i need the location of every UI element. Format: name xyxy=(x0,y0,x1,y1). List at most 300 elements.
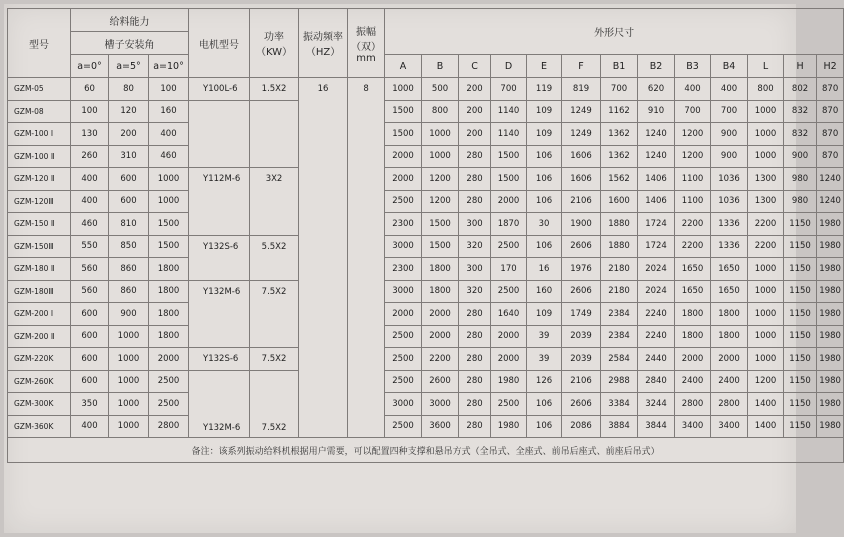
cap-cell: 400 xyxy=(71,415,109,438)
dim-cell: 1336 xyxy=(711,213,748,236)
dim-cell: 870 xyxy=(817,78,844,101)
dim-cell: 119 xyxy=(527,78,562,101)
dim-cell: 1800 xyxy=(711,303,748,326)
dim-cell: 200 xyxy=(459,78,491,101)
dim-cell: 1650 xyxy=(711,280,748,303)
header-trough-angle: 槽子安装角 xyxy=(71,32,189,55)
cap-cell: 600 xyxy=(71,303,109,326)
dim-cell: 1400 xyxy=(748,393,784,416)
dim-cell: 1150 xyxy=(784,303,817,326)
dim-col-header: B2 xyxy=(638,55,675,78)
model-cell: GZM-05 xyxy=(8,78,71,101)
dim-cell: 1150 xyxy=(784,370,817,393)
cap-cell: 100 xyxy=(71,100,109,123)
dim-cell: 1400 xyxy=(748,415,784,438)
dim-cell: 1000 xyxy=(422,145,459,168)
model-cell: GZM-150 Ⅱ xyxy=(8,213,71,236)
dim-cell: 3244 xyxy=(638,393,675,416)
dim-cell: 1500 xyxy=(422,213,459,236)
dim-cell: 2039 xyxy=(562,348,601,371)
dim-cell: 800 xyxy=(422,100,459,123)
header-dimensions: 外形尺寸 xyxy=(385,9,844,55)
dim-cell: 2500 xyxy=(385,415,422,438)
table-row xyxy=(8,168,844,191)
dim-cell: 1606 xyxy=(562,145,601,168)
dim-cell: 2000 xyxy=(675,348,711,371)
dim-cell: 1000 xyxy=(748,280,784,303)
cap-cell: 400 xyxy=(71,168,109,191)
dim-cell: 832 xyxy=(784,100,817,123)
dim-cell: 2180 xyxy=(601,258,638,281)
dim-cell: 2606 xyxy=(562,280,601,303)
power-cell: 3X2 xyxy=(250,168,299,236)
cap-cell: 120 xyxy=(109,100,149,123)
dim-cell: 280 xyxy=(459,145,491,168)
dim-cell: 2000 xyxy=(385,168,422,191)
dim-cell: 280 xyxy=(459,190,491,213)
dim-cell: 1980 xyxy=(491,370,527,393)
dim-cell: 2440 xyxy=(638,348,675,371)
dim-cell: 870 xyxy=(817,100,844,123)
dim-cell: 1140 xyxy=(491,123,527,146)
dim-cell: 170 xyxy=(491,258,527,281)
header-feed-capacity: 给料能力 xyxy=(71,9,189,32)
motor-cell xyxy=(189,100,250,168)
cap-cell: 1000 xyxy=(109,325,149,348)
cap-cell: 1000 xyxy=(109,348,149,371)
dim-cell: 109 xyxy=(527,100,562,123)
dim-cell: 1150 xyxy=(784,393,817,416)
dim-cell: 1980 xyxy=(817,303,844,326)
dim-cell: 2000 xyxy=(491,325,527,348)
dim-cell: 2000 xyxy=(491,190,527,213)
dim-cell: 1200 xyxy=(748,370,784,393)
dim-col-header: L xyxy=(748,55,784,78)
power-cell: 7.5X2 xyxy=(250,348,299,371)
cap-cell: 1500 xyxy=(149,213,189,236)
dim-cell: 1000 xyxy=(748,303,784,326)
cap-cell: 1000 xyxy=(109,415,149,438)
cap-cell: 600 xyxy=(109,168,149,191)
dim-cell: 320 xyxy=(459,280,491,303)
model-cell: GZM-180 Ⅱ xyxy=(8,258,71,281)
dim-cell: 1724 xyxy=(638,213,675,236)
dim-cell: 280 xyxy=(459,370,491,393)
dim-cell: 2240 xyxy=(638,303,675,326)
dim-cell: 700 xyxy=(491,78,527,101)
dim-cell: 1650 xyxy=(711,258,748,281)
table-row xyxy=(8,235,844,258)
dim-cell: 3400 xyxy=(711,415,748,438)
dim-cell: 1406 xyxy=(638,168,675,191)
dim-cell: 1980 xyxy=(817,280,844,303)
dim-cell: 1800 xyxy=(422,280,459,303)
table-row xyxy=(8,348,844,371)
dim-cell: 2200 xyxy=(675,213,711,236)
model-cell: GZM-180Ⅲ xyxy=(8,280,71,303)
cap-cell: 2800 xyxy=(149,415,189,438)
dim-cell: 3000 xyxy=(385,393,422,416)
model-cell: GZM-120 Ⅱ xyxy=(8,168,71,191)
dim-cell: 1980 xyxy=(817,258,844,281)
dim-cell: 106 xyxy=(527,393,562,416)
table-row xyxy=(8,78,844,101)
dim-cell: 1562 xyxy=(601,168,638,191)
dim-cell: 2106 xyxy=(562,190,601,213)
dim-cell: 1000 xyxy=(748,325,784,348)
dim-cell: 1200 xyxy=(422,168,459,191)
dim-cell: 280 xyxy=(459,393,491,416)
cap-cell: 310 xyxy=(109,145,149,168)
header-motor-model: 电机型号 xyxy=(189,9,250,78)
dim-cell: 280 xyxy=(459,348,491,371)
dim-cell: 1500 xyxy=(491,145,527,168)
table-row xyxy=(8,370,844,393)
cap-cell: 1000 xyxy=(109,393,149,416)
dim-cell: 300 xyxy=(459,213,491,236)
dim-cell: 1249 xyxy=(562,100,601,123)
dim-cell: 3844 xyxy=(638,415,675,438)
dim-cell: 1980 xyxy=(817,348,844,371)
dim-cell: 2600 xyxy=(422,370,459,393)
dim-cell: 2500 xyxy=(491,280,527,303)
table-row xyxy=(8,190,844,213)
dim-cell: 2840 xyxy=(638,370,675,393)
dim-cell: 2500 xyxy=(385,190,422,213)
motor-cell: Y100L-6 xyxy=(189,78,250,101)
model-cell: GZM-100 Ⅱ xyxy=(8,145,71,168)
dim-col-header: C xyxy=(459,55,491,78)
dim-cell: 280 xyxy=(459,303,491,326)
dim-cell: 3000 xyxy=(385,280,422,303)
dim-cell: 280 xyxy=(459,168,491,191)
header-amplitude: 振幅（双）mm xyxy=(348,9,385,78)
dim-cell: 1140 xyxy=(491,100,527,123)
dim-cell: 106 xyxy=(527,415,562,438)
dim-cell: 2384 xyxy=(601,303,638,326)
dim-cell: 2000 xyxy=(422,303,459,326)
dim-cell: 1150 xyxy=(784,235,817,258)
dim-cell: 1500 xyxy=(422,235,459,258)
cap-cell: 100 xyxy=(149,78,189,101)
dim-cell: 1100 xyxy=(675,168,711,191)
dim-cell: 126 xyxy=(527,370,562,393)
dim-cell: 900 xyxy=(711,145,748,168)
dim-cell: 2606 xyxy=(562,235,601,258)
dim-cell: 2200 xyxy=(748,213,784,236)
dim-cell: 1240 xyxy=(638,123,675,146)
dim-cell: 2000 xyxy=(491,348,527,371)
dim-cell: 1150 xyxy=(784,213,817,236)
dim-cell: 2800 xyxy=(711,393,748,416)
dim-cell: 1150 xyxy=(784,280,817,303)
table-row xyxy=(8,325,844,348)
dim-cell: 1900 xyxy=(562,213,601,236)
dim-cell: 2000 xyxy=(422,325,459,348)
dim-cell: 106 xyxy=(527,145,562,168)
dim-cell: 1000 xyxy=(748,258,784,281)
footnote: 备注：该系列振动给料机根据用户需要，可以配置四种支撑和悬吊方式（全吊式、全座式、前吊后座式、前座后吊式） xyxy=(8,438,844,463)
model-cell: GZM-200 Ⅱ xyxy=(8,325,71,348)
dim-cell: 1300 xyxy=(748,168,784,191)
model-cell: GZM-300K xyxy=(8,393,71,416)
dim-cell: 1100 xyxy=(675,190,711,213)
dim-cell: 870 xyxy=(817,145,844,168)
model-cell: GZM-200 Ⅰ xyxy=(8,303,71,326)
cap-cell: 1000 xyxy=(149,190,189,213)
cap-cell: 80 xyxy=(109,78,149,101)
spec-table xyxy=(7,8,844,463)
dim-cell: 1650 xyxy=(675,280,711,303)
cap-cell: 600 xyxy=(71,325,109,348)
dim-cell: 1240 xyxy=(638,145,675,168)
table-row xyxy=(8,393,844,416)
dim-cell: 320 xyxy=(459,235,491,258)
dim-cell: 900 xyxy=(784,145,817,168)
motor-cell: Y112M-6 xyxy=(189,168,250,236)
cap-cell: 1000 xyxy=(149,168,189,191)
dim-cell: 1724 xyxy=(638,235,675,258)
dim-cell: 1249 xyxy=(562,123,601,146)
power-cell: 7.5X2 xyxy=(250,370,299,438)
dim-cell: 2000 xyxy=(385,303,422,326)
dim-cell: 1150 xyxy=(784,325,817,348)
dim-cell: 3884 xyxy=(601,415,638,438)
dim-col-header: B4 xyxy=(711,55,748,78)
header-vib-freq: 振动频率（HZ） xyxy=(299,9,348,78)
dim-cell: 2800 xyxy=(675,393,711,416)
dim-cell: 1980 xyxy=(491,415,527,438)
dim-cell: 1336 xyxy=(711,235,748,258)
dim-cell: 1600 xyxy=(601,190,638,213)
dim-cell: 280 xyxy=(459,325,491,348)
dim-cell: 1606 xyxy=(562,168,601,191)
cap-cell: 60 xyxy=(71,78,109,101)
motor-cell: Y132S-6 xyxy=(189,348,250,371)
cap-cell: 400 xyxy=(71,190,109,213)
cap-cell: 200 xyxy=(109,123,149,146)
dim-cell: 900 xyxy=(711,123,748,146)
dim-col-header: B1 xyxy=(601,55,638,78)
dim-col-header: E xyxy=(527,55,562,78)
dim-cell: 1980 xyxy=(817,415,844,438)
dim-cell: 2000 xyxy=(711,348,748,371)
dim-col-header: A xyxy=(385,55,422,78)
table-row xyxy=(8,415,844,438)
dim-cell: 1000 xyxy=(748,145,784,168)
dim-cell: 400 xyxy=(711,78,748,101)
cap-cell: 460 xyxy=(149,145,189,168)
cap-cell: 260 xyxy=(71,145,109,168)
dim-cell: 1980 xyxy=(817,213,844,236)
dim-col-header: F xyxy=(562,55,601,78)
power-cell: 5.5X2 xyxy=(250,235,299,280)
model-cell: GZM-150Ⅲ xyxy=(8,235,71,258)
cap-cell: 1800 xyxy=(149,280,189,303)
model-cell: GZM-120Ⅲ xyxy=(8,190,71,213)
dim-cell: 39 xyxy=(527,325,562,348)
cap-cell: 160 xyxy=(149,100,189,123)
table-row xyxy=(8,213,844,236)
dim-cell: 2400 xyxy=(675,370,711,393)
dim-cell: 700 xyxy=(711,100,748,123)
dim-cell: 2024 xyxy=(638,258,675,281)
dim-cell: 109 xyxy=(527,123,562,146)
dim-cell: 2180 xyxy=(601,280,638,303)
dim-cell: 1870 xyxy=(491,213,527,236)
cap-cell: 560 xyxy=(71,258,109,281)
model-cell: GZM-260K xyxy=(8,370,71,393)
cap-cell: 600 xyxy=(71,348,109,371)
dim-col-header: H2 xyxy=(817,55,844,78)
cap-cell: 550 xyxy=(71,235,109,258)
dim-cell: 1880 xyxy=(601,235,638,258)
dim-cell: 1362 xyxy=(601,123,638,146)
power-cell: 7.5X2 xyxy=(250,280,299,348)
dim-cell: 1162 xyxy=(601,100,638,123)
spec-sheet xyxy=(4,4,841,533)
dim-cell: 1036 xyxy=(711,168,748,191)
header-angle-10: a=10° xyxy=(149,55,189,78)
cap-cell: 2500 xyxy=(149,393,189,416)
header-angle-0: a=0° xyxy=(71,55,109,78)
dim-cell: 1200 xyxy=(675,145,711,168)
cap-cell: 860 xyxy=(109,280,149,303)
dim-cell: 819 xyxy=(562,78,601,101)
dim-cell: 802 xyxy=(784,78,817,101)
dim-cell: 2500 xyxy=(385,348,422,371)
dim-cell: 1000 xyxy=(385,78,422,101)
dim-cell: 1200 xyxy=(675,123,711,146)
cap-cell: 350 xyxy=(71,393,109,416)
dim-cell: 2384 xyxy=(601,325,638,348)
model-cell: GZM-100 Ⅰ xyxy=(8,123,71,146)
dim-cell: 2200 xyxy=(422,348,459,371)
dim-cell: 870 xyxy=(817,123,844,146)
cap-cell: 600 xyxy=(109,190,149,213)
model-cell: GZM-08 xyxy=(8,100,71,123)
motor-cell: Y132M-6 xyxy=(189,280,250,348)
cap-cell: 2000 xyxy=(149,348,189,371)
dim-cell: 1362 xyxy=(601,145,638,168)
dim-cell: 2000 xyxy=(385,145,422,168)
cap-cell: 900 xyxy=(109,303,149,326)
dim-cell: 1980 xyxy=(817,393,844,416)
cap-cell: 810 xyxy=(109,213,149,236)
dim-cell: 3600 xyxy=(422,415,459,438)
cap-cell: 560 xyxy=(71,280,109,303)
dim-cell: 3000 xyxy=(422,393,459,416)
dim-cell: 2988 xyxy=(601,370,638,393)
dim-cell: 1300 xyxy=(748,190,784,213)
dim-cell: 2106 xyxy=(562,370,601,393)
dim-cell: 39 xyxy=(527,348,562,371)
dim-col-header: B3 xyxy=(675,55,711,78)
dim-cell: 1240 xyxy=(817,190,844,213)
dim-cell: 3400 xyxy=(675,415,711,438)
dim-cell: 2500 xyxy=(385,325,422,348)
dim-cell: 400 xyxy=(675,78,711,101)
model-cell: GZM-360K xyxy=(8,415,71,438)
dim-cell: 3000 xyxy=(385,235,422,258)
model-cell: GZM-220K xyxy=(8,348,71,371)
dim-cell: 106 xyxy=(527,235,562,258)
freq-cell: 16 xyxy=(299,78,348,438)
dim-cell: 200 xyxy=(459,100,491,123)
cap-cell: 2500 xyxy=(149,370,189,393)
cap-cell: 400 xyxy=(149,123,189,146)
dim-cell: 980 xyxy=(784,190,817,213)
dim-cell: 1500 xyxy=(491,168,527,191)
dim-cell: 1640 xyxy=(491,303,527,326)
header-angle-5: a=5° xyxy=(109,55,149,78)
dim-cell: 700 xyxy=(675,100,711,123)
dim-cell: 800 xyxy=(748,78,784,101)
cap-cell: 130 xyxy=(71,123,109,146)
dim-cell: 1800 xyxy=(675,325,711,348)
dim-cell: 1036 xyxy=(711,190,748,213)
dim-cell: 832 xyxy=(784,123,817,146)
dim-cell: 1500 xyxy=(385,100,422,123)
dim-cell: 1150 xyxy=(784,348,817,371)
table-row xyxy=(8,123,844,146)
amp-cell: 8 xyxy=(348,78,385,438)
dim-cell: 1880 xyxy=(601,213,638,236)
dim-cell: 2400 xyxy=(711,370,748,393)
dim-cell: 1800 xyxy=(711,325,748,348)
dim-cell: 1800 xyxy=(675,303,711,326)
dim-cell: 1980 xyxy=(817,370,844,393)
dim-cell: 106 xyxy=(527,190,562,213)
dim-cell: 2024 xyxy=(638,280,675,303)
cap-cell: 460 xyxy=(71,213,109,236)
dim-cell: 109 xyxy=(527,303,562,326)
header-power: 功率（KW） xyxy=(250,9,299,78)
dim-cell: 2606 xyxy=(562,393,601,416)
motor-cell: Y132M-6 xyxy=(189,370,250,438)
dim-cell: 300 xyxy=(459,258,491,281)
table-row xyxy=(8,303,844,326)
motor-cell: Y132S-6 xyxy=(189,235,250,280)
dim-cell: 280 xyxy=(459,415,491,438)
dim-cell: 1000 xyxy=(422,123,459,146)
dim-cell: 1150 xyxy=(784,415,817,438)
cap-cell: 1800 xyxy=(149,325,189,348)
dim-cell: 2086 xyxy=(562,415,601,438)
dim-cell: 1980 xyxy=(817,325,844,348)
dim-cell: 2584 xyxy=(601,348,638,371)
dim-cell: 1000 xyxy=(748,100,784,123)
cap-cell: 860 xyxy=(109,258,149,281)
dim-cell: 106 xyxy=(527,168,562,191)
dim-cell: 1240 xyxy=(817,168,844,191)
header-model: 型号 xyxy=(8,9,71,78)
dim-cell: 1650 xyxy=(675,258,711,281)
table-row xyxy=(8,280,844,303)
dim-cell: 2039 xyxy=(562,325,601,348)
cap-cell: 600 xyxy=(71,370,109,393)
dim-cell: 2240 xyxy=(638,325,675,348)
table-row xyxy=(8,258,844,281)
dim-cell: 160 xyxy=(527,280,562,303)
cap-cell: 1800 xyxy=(149,258,189,281)
dim-cell: 2500 xyxy=(491,393,527,416)
cap-cell: 1500 xyxy=(149,235,189,258)
dim-cell: 1406 xyxy=(638,190,675,213)
dim-cell: 2500 xyxy=(491,235,527,258)
dim-cell: 500 xyxy=(422,78,459,101)
dim-cell: 1976 xyxy=(562,258,601,281)
